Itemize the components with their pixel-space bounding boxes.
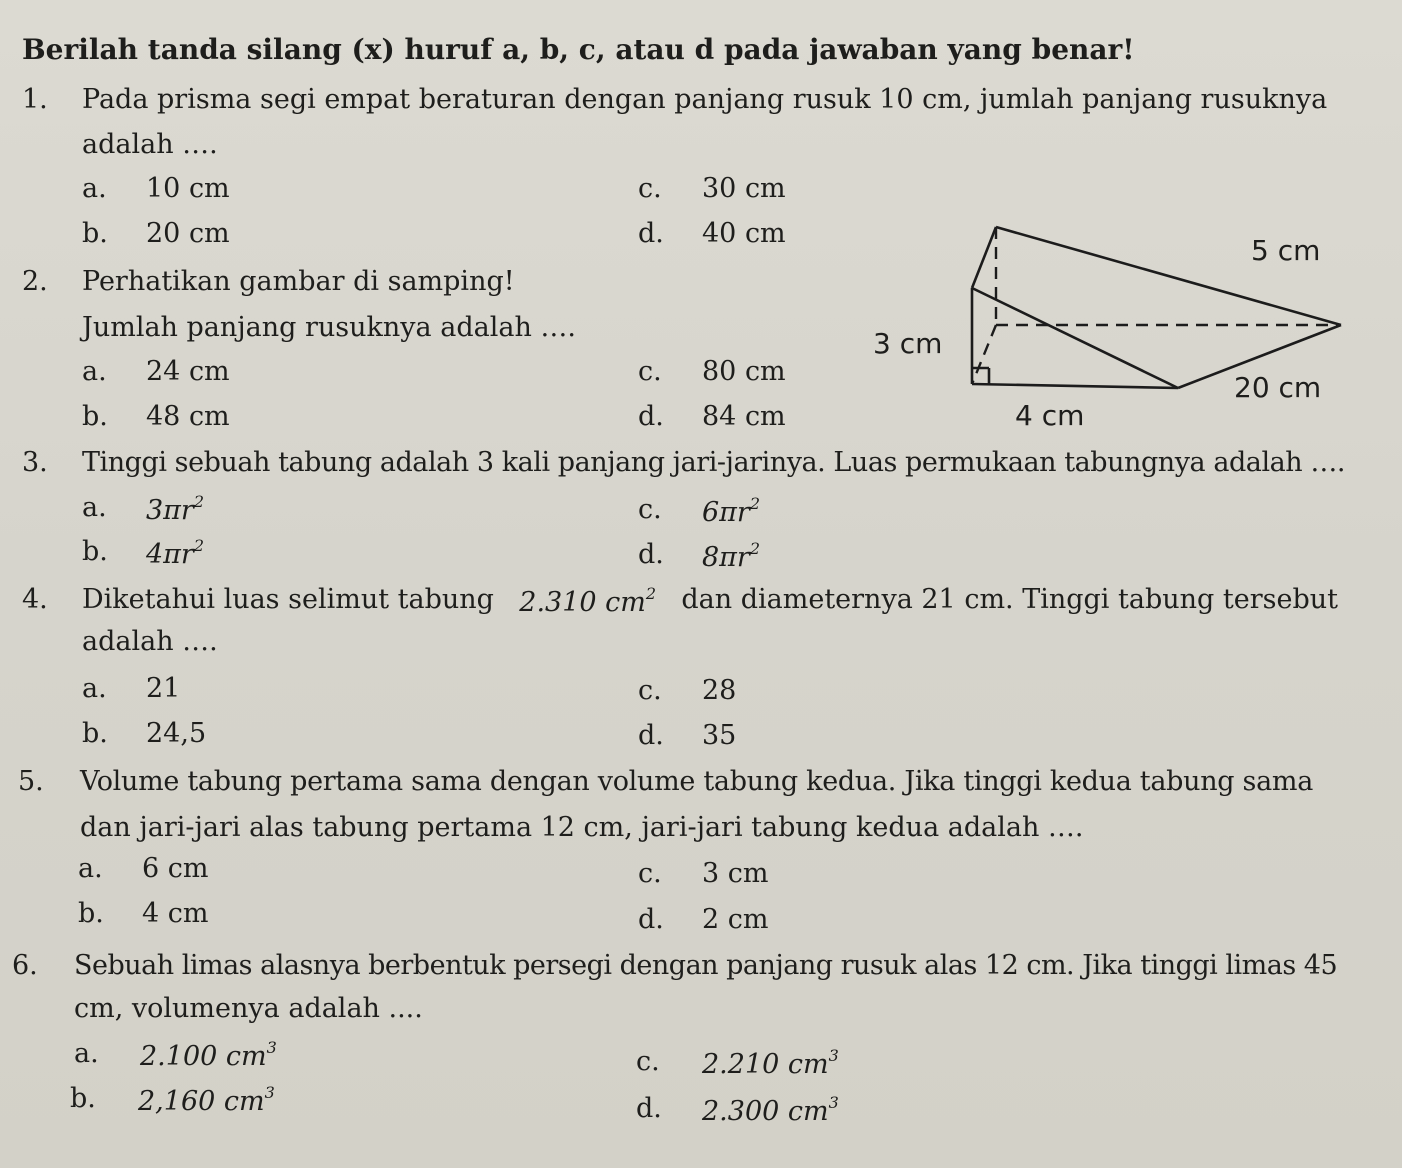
question-6-option-b-letter[interactable]: b. bbox=[70, 1083, 96, 1114]
question-5-number: 5. bbox=[18, 766, 44, 797]
question-3-option-b-letter[interactable]: b. bbox=[82, 536, 108, 567]
question-3-option-c-value: $6\pi r^2$ bbox=[702, 494, 761, 528]
question-5-option-a-value: 6 cm bbox=[142, 853, 209, 884]
question-1-option-a-value: 10 cm bbox=[146, 173, 230, 204]
prism-top-left-edge bbox=[972, 227, 996, 288]
question-2-option-a-letter[interactable]: a. bbox=[82, 356, 107, 387]
instruction: Berilah tanda silang (x) huruf a, b, c, atau d pada jawaban yang benar! bbox=[22, 33, 1135, 66]
question-3-option-d-letter[interactable]: d. bbox=[638, 539, 664, 570]
figure-label-5cm: 5 cm bbox=[1251, 234, 1321, 267]
question-2-number: 2. bbox=[22, 266, 48, 297]
question-2-option-b-letter[interactable]: b. bbox=[82, 401, 108, 432]
question-4-option-d-letter[interactable]: d. bbox=[638, 720, 664, 751]
question-1-option-d-value: 40 cm bbox=[702, 218, 786, 249]
question-6-option-d-value: 2.300 $cm^3$ bbox=[702, 1093, 839, 1127]
prism-front-slant-edge bbox=[972, 288, 1178, 388]
question-1-option-b-letter[interactable]: b. bbox=[82, 218, 108, 249]
question-6-option-d-letter[interactable]: d. bbox=[636, 1093, 662, 1124]
question-5-option-b-letter[interactable]: b. bbox=[78, 898, 104, 929]
question-5-option-d-letter[interactable]: d. bbox=[638, 904, 664, 935]
question-2-option-d-value: 84 cm bbox=[702, 401, 786, 432]
figure-label-20cm: 20 cm bbox=[1234, 371, 1322, 404]
question-1-option-a-letter[interactable]: a. bbox=[82, 173, 107, 204]
question-5-text-line2: dan jari-jari alas tabung pertama 12 cm, jari-jari tabung kedua adalah …. bbox=[80, 812, 1084, 843]
question-2-option-d-letter[interactable]: d. bbox=[638, 401, 664, 432]
prism-hidden-bottom-edge bbox=[972, 325, 996, 384]
question-4-text-line1: Diketahui luas selimut tabung 2.310 $cm^2$ dan diameternya 21 cm. Tinggi tabung tersebut bbox=[82, 584, 1338, 618]
question-4-option-c-letter[interactable]: c. bbox=[638, 675, 662, 706]
question-3-option-a-letter[interactable]: a. bbox=[82, 492, 107, 523]
question-6-option-a-letter[interactable]: a. bbox=[74, 1038, 99, 1069]
question-5-option-d-value: 2 cm bbox=[702, 904, 769, 935]
question-4-option-d-value: 35 bbox=[702, 720, 737, 751]
question-5-option-a-letter[interactable]: a. bbox=[78, 853, 103, 884]
question-2-option-a-value: 24 cm bbox=[146, 356, 230, 387]
question-1-number: 1. bbox=[22, 84, 48, 115]
question-4-number: 4. bbox=[22, 584, 48, 615]
question-1-option-c-value: 30 cm bbox=[702, 173, 786, 204]
question-5-option-c-value: 3 cm bbox=[702, 858, 769, 889]
question-6-number: 6. bbox=[12, 950, 38, 981]
question-5-option-c-letter[interactable]: c. bbox=[638, 858, 662, 889]
question-1-option-c-letter[interactable]: c. bbox=[638, 173, 662, 204]
question-2-text-line2: Jumlah panjang rusuknya adalah …. bbox=[82, 312, 577, 343]
question-1-text-line2: adalah …. bbox=[82, 129, 218, 160]
question-1-option-d-letter[interactable]: d. bbox=[638, 218, 664, 249]
question-6-text-line2: cm, volumenya adalah .... bbox=[74, 993, 423, 1024]
question-5-text-line1: Volume tabung pertama sama dengan volume tabung kedua. Jika tinggi kedua tabung sama bbox=[80, 766, 1314, 797]
question-4-option-c-value: 28 bbox=[702, 675, 737, 706]
question-2-text-line1: Perhatikan gambar di samping! bbox=[82, 266, 515, 297]
question-2-option-b-value: 48 cm bbox=[146, 401, 230, 432]
question-3-option-c-letter[interactable]: c. bbox=[638, 494, 662, 525]
question-6-text-line1: Sebuah limas alasnya berbentuk persegi dengan panjang rusuk alas 12 cm. Jika tinggi limas 45 bbox=[74, 950, 1338, 981]
question-6-option-b-value: 2,160 $cm^3$ bbox=[138, 1083, 275, 1117]
question-4-option-a-value: 21 bbox=[146, 673, 181, 704]
question-6-option-c-value: 2.210 $cm^3$ bbox=[702, 1046, 839, 1080]
question-1-text-line1: Pada prisma segi empat beraturan dengan panjang rusuk 10 cm, jumlah panjang rusuknya bbox=[82, 84, 1328, 115]
question-4-option-b-letter[interactable]: b. bbox=[82, 718, 108, 749]
question-2-option-c-letter[interactable]: c. bbox=[638, 356, 662, 387]
figure-label-4cm: 4 cm bbox=[1015, 399, 1085, 432]
question-4-text-line2: adalah …. bbox=[82, 626, 218, 657]
question-3-option-a-value: $3\pi r^2$ bbox=[146, 492, 205, 526]
prism-bottom-front-edge bbox=[972, 384, 1178, 388]
question-5-option-b-value: 4 cm bbox=[142, 898, 209, 929]
question-6-option-a-value: 2.100 $cm^3$ bbox=[140, 1038, 277, 1072]
question-3-option-d-value: $8\pi r^2$ bbox=[702, 539, 761, 573]
question-4-option-a-letter[interactable]: a. bbox=[82, 673, 107, 704]
question-3-text-line1: Tinggi sebuah tabung adalah 3 kali panjang jari-jarinya. Luas permukaan tabungnya adalah …. bbox=[82, 447, 1346, 478]
question-1-option-b-value: 20 cm bbox=[146, 218, 230, 249]
question-6-option-c-letter[interactable]: c. bbox=[636, 1046, 660, 1077]
question-4-option-b-value: 24,5 bbox=[146, 718, 207, 749]
question-3-number: 3. bbox=[22, 447, 48, 478]
question-2-option-c-value: 80 cm bbox=[702, 356, 786, 387]
question-3-option-b-value: $4\pi r^2$ bbox=[146, 536, 205, 570]
figure-label-3cm: 3 cm bbox=[873, 327, 943, 360]
